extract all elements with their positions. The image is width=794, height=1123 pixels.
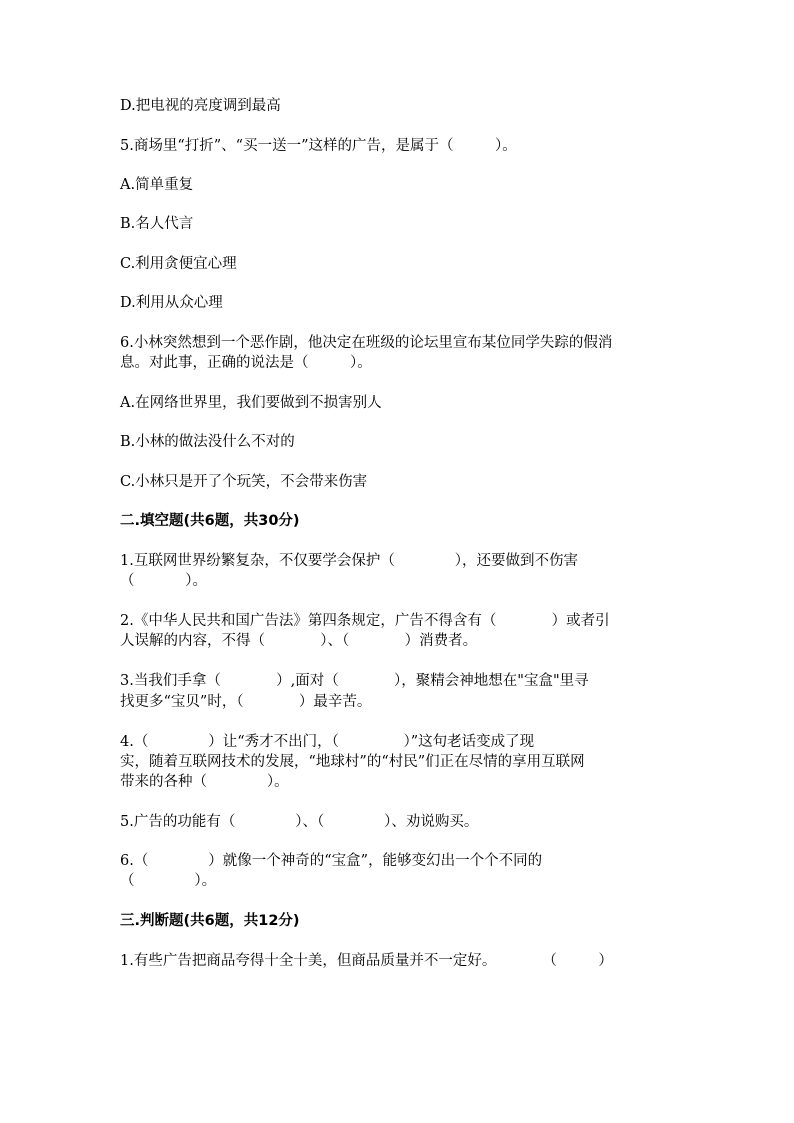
q5-stem: 5.商场里“打折”、“买一送一”这样的广告，是属于（ ）。 [120,138,517,154]
fill-q6-line1: 6.（ ）就像一个神奇的“宝盒”，能够变幻出一个个不同的 [120,853,543,869]
q6-option-c: C.小林只是开了个玩笑，不会带来伤害 [120,474,368,490]
fill-q4-line3: 带来的各种（ ）。 [120,774,289,790]
fill-q5-line1: 5.广告的功能有（ ）、（ ）、劝说购买。 [120,814,479,830]
q4-option-d: D.把电视的亮度调到最高 [120,98,281,114]
judge-q1: 1.有些广告把商品夸得十全十美，但商品质量并不一定好。 （ ） [120,953,613,969]
fill-q1-line2: （ ）。 [120,573,207,589]
q5-option-a: A.简单重复 [120,177,194,193]
q5-option-d: D.利用从众心理 [120,295,223,311]
fill-q6-line2: （ ）。 [120,873,217,889]
q6-stem-line2: 息。对此事，正确的说法是（ ）。 [120,355,372,371]
fill-q4-line1: 4.（ ）让“秀才不出门，（ ）”这句老话变成了现 [120,734,535,750]
q5-option-c: C.利用贪便宜心理 [120,256,237,272]
q6-option-a: A.在网络世界里，我们要做到不损害别人 [120,395,382,411]
fill-q4-line2: 实，随着互联网技术的发展，“地球村”的“村民”们正在尽情的享用互联网 [120,754,585,770]
fill-q3-line1: 3.当我们手拿（ ）,面对（ ），聚精会神地想在"宝盒"里寻 [120,673,589,689]
fill-q2-line1: 2.《中华人民共和国广告法》第四条规定，广告不得含有（ ）或者引 [120,613,610,629]
q5-option-b: B.名人代言 [120,216,194,232]
section-heading-fill-in: 二.填空题(共6题，共30分) [120,513,300,529]
fill-q2-line2: 人误解的内容，不得（ ）、（ ）消费者。 [120,633,478,649]
q6-stem-line1: 6.小林突然想到一个恶作剧，他决定在班级的论坛里宣布某位同学失踪的假消 [120,335,613,351]
q6-option-b: B.小林的做法没什么不对的 [120,434,295,450]
fill-q3-line2: 找更多“宝贝”时，（ ）最辛苦。 [120,694,372,710]
section-heading-true-false: 三.判断题(共6题，共12分) [120,913,300,929]
fill-q1-line1: 1.互联网世界纷繁复杂，不仅要学会保护（ ），还要做到不伤害 [120,553,579,569]
